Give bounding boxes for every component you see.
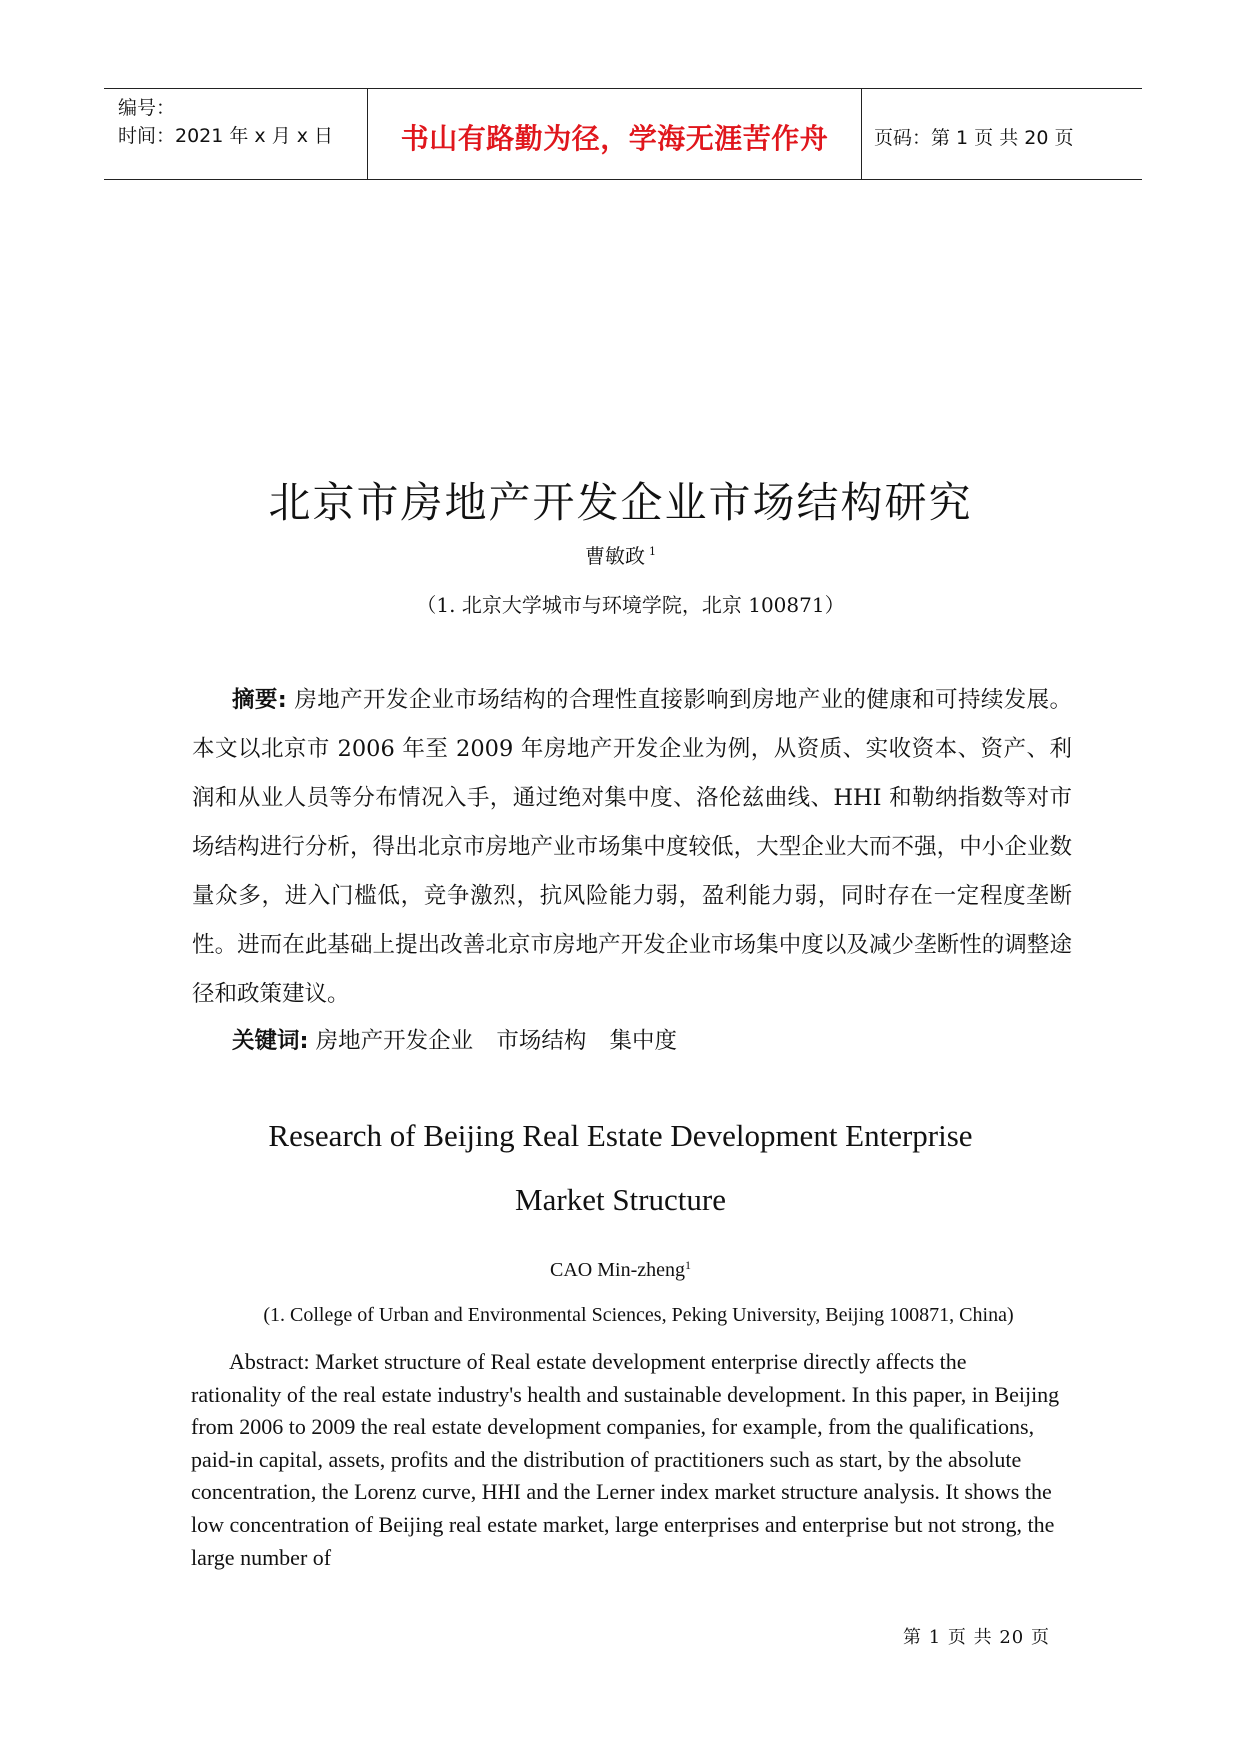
serial-label: 编号：: [118, 97, 176, 119]
paper-title-zh: 北京市房地产开发企业市场结构研究: [268, 478, 973, 527]
keywords-zh: [232, 1023, 693, 1055]
keyword-zh: 房地产开发企业: [315, 1028, 474, 1054]
paper-title-en-line1: Research of Beijing Real Estate Development Enterprise: [268, 1118, 973, 1153]
keywords-zh-label: 关键词:: [232, 1028, 309, 1054]
abstract-zh-label: 摘要:: [232, 687, 287, 713]
author-zh-name: 曹敏政: [585, 544, 645, 568]
header-right-cell: [862, 89, 1142, 179]
time-label: 时间：2021 年 x 月 x 日: [118, 125, 334, 147]
abstract-zh: [192, 676, 1072, 1019]
author-en: [0, 1258, 1241, 1282]
affiliation-zh: （1. 北京大学城市与环境学院，北京 100871）: [416, 593, 845, 617]
author-en-sup: 1: [684, 1258, 691, 1272]
author-en-name: CAO Min-zheng: [550, 1259, 685, 1281]
header-motto: 书山有路勤为径，学海无涯苦作舟: [400, 122, 829, 155]
header-page-info: 页码：第 1 页 共 20 页: [874, 127, 1074, 149]
header-left-cell: [104, 89, 368, 179]
keyword-zh: 集中度: [609, 1028, 678, 1054]
paper-title-en-line2: Market Structure: [515, 1182, 726, 1217]
abstract-en: Abstract: Market structure of Real estate development enterprise directly affects the rationality of the real estate industry's health and sustainable development. In this paper, in Beijing from 2006 to 2009 the real estate development companies, for example, from the qualifications, paid-in capital, assets, profits and the distribution of practitioners such as start, by the absolute concentration, the Lorenz curve, HHI and the Lerner index market structure analysis. It shows the low concentration of Beijing real estate market, large enterprises and enterprise but not strong, the large number of: [191, 1349, 1060, 1570]
page-footer: 第 1 页 共 20 页: [903, 1627, 1050, 1648]
affiliation-en: (1. College of Urban and Environmental Sciences, Peking University, Beijing 100871, China): [263, 1304, 1014, 1326]
author-zh-sup: 1: [649, 545, 656, 558]
abstract-zh-body: 房地产开发企业市场结构的合理性直接影响到房地产业的健康和可持续发展。本文以北京市 2006 年至 2009 年房地产开发企业为例，从资质、实收资本、资产、利润和从业人员等分布情况入手，通过绝对集中度、洛伦兹曲线、HHI 和勒纳指数等对市场结构进行分析，得出北京市房地产业市场集中度较低，大型企业大而不强，中小企业数量众多，进入门槛低，竞争激烈，抗风险能力弱，盈利能力弱，同时存在一定程度垄断性。进而在此基础上提出改善北京市房地产开发企业市场集中度以及减少垄断性的调整途径和政策建议。: [192, 687, 1073, 1007]
header-middle-cell: [368, 89, 862, 179]
document-header: [104, 88, 1142, 180]
keyword-zh: 市场结构: [496, 1028, 587, 1054]
paper-title-en: [0, 1104, 1241, 1232]
author-zh: [0, 540, 1241, 569]
